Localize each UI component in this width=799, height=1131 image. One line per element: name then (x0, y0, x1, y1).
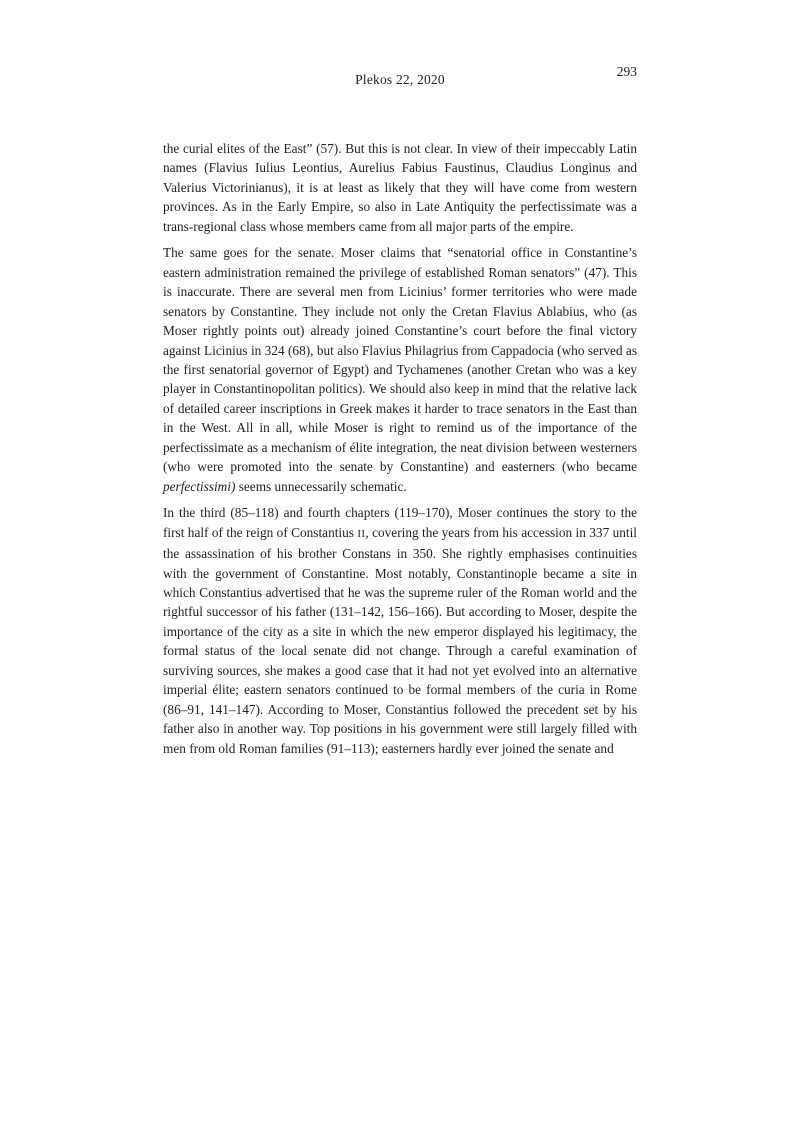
journal-header: Plekos 22, 2020 (355, 72, 445, 87)
paragraph (163, 243, 637, 496)
paragraph-container (163, 139, 637, 765)
text-run: In the third (85–118) and fourth chapters (119–170), Moser continues the story to the first half of the reign of Constantius (163, 505, 637, 540)
text-run: the curial elites of the East” (57). But this is not clear. In view of their impeccably Latin names (Flavius Iulius Leontius, Aurelius Fabius Faustinus, Claudius Longinus and Valerius Victorinianus), it is at least as likely that they will have come from western provinces. As in the Early Empire, so also in Late Antiquity the perfectissimate was a trans-regional class whose members came from all major parts of the empire. (163, 141, 637, 234)
text-run: , covering the years from his accession in 337 until the assassination of his brother Constans in 350. She rightly emphasises continuities with the government of Constantine. Most notably, Constantinople became a site in which Constantius advertised that he was the supreme ruler of the Roman world and the rightful successor of his father (131–142, 156–166). But according to Moser, despite the importance of the city as a site in which the new emperor displayed his legitimacy, the formal status of the local senate did not change. Through a careful examination of surviving sources, she makes a good case that it had not yet evolved into an alternative imperial élite; eastern senators continued to be formal members of the curia in Rome (86–91, 141–147). According to Moser, Constantius followed the precedent set by his father also in another way. Top positions in his government were still largely filled with men from old Roman families (91–113); easterners hardly ever joined the senate and (163, 524, 637, 756)
smallcaps-numeral: II (357, 527, 366, 540)
page-number: 293 (616, 64, 637, 79)
text-run: The same goes for the senate. Moser claims that “senatorial office in Constantine’s eastern administration remained the privilege of established Roman senators” (47). This is inaccurate. There are several men from Licinius’ former territories who were made senators by Constantine. They include not only the Cretan Flavius Ablabius, who (as Moser rightly points out) already joined Constantine’s court before the final victory against Licinius in 324 (68), but also Flavius Philagrius from Cappadocia (who served as the first senatorial governor of Egypt) and Tychamenes (another Cretan who was a key player in Constantinopolitan politics). We should also keep in mind that the relative lack of detailed career inscriptions in Greek makes it harder to trace senators in the East than in the West. All in all, while Moser is right to remind us of the importance of the perfectissimate as a mechanism of élite integration, the neat division between westerners (who were promoted into the senate by Constantine) and easterners (who became (163, 245, 637, 475)
paragraph (163, 503, 637, 758)
italic-term: perfectissimi) (163, 478, 236, 494)
text-run: seems unnecessarily schematic. (235, 478, 407, 494)
paragraph (163, 139, 637, 236)
